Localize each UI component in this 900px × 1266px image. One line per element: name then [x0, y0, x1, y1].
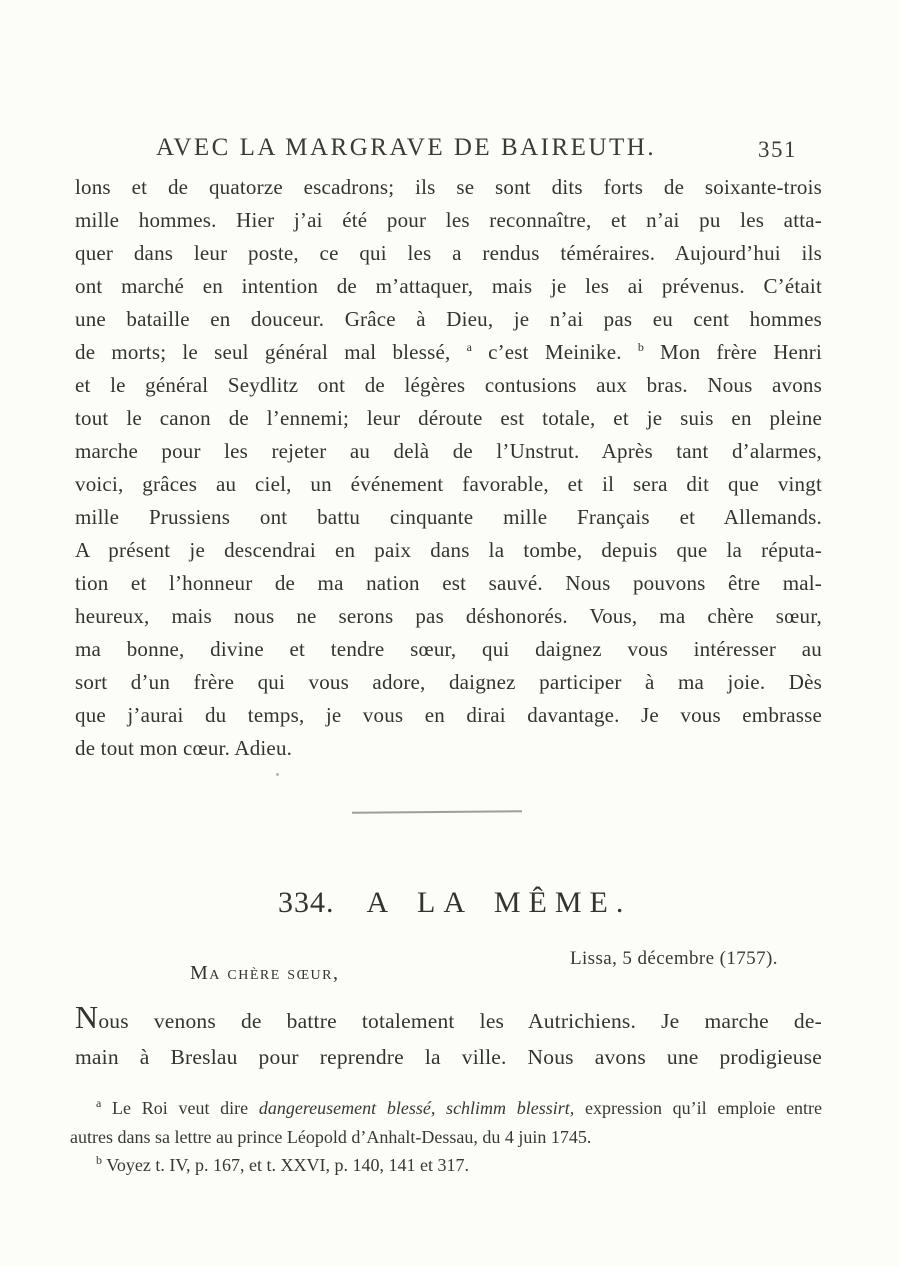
text-line: main à Breslau pour reprendre la ville. Nous avons une prodigieuse: [75, 1045, 822, 1069]
salutation: Ma chère sœur,: [190, 962, 340, 984]
text-line: tout le canon de l’ennemi; leur déroute est totale, et je suis en pleine: [75, 406, 822, 430]
text-line: quer dans leur poste, ce qui les a rendus téméraires. Aujourd’hui ils: [75, 241, 822, 265]
letter-333-body: [75, 171, 822, 765]
drop-initial: N: [75, 999, 99, 1035]
text-run: ous venons de battre totalement les Autrichiens. Je marche de-: [98, 1009, 822, 1033]
text-line: [75, 1001, 822, 1039]
footnote-a-marker: a: [96, 1096, 102, 1110]
text-run: Le Roi veut dire: [112, 1098, 249, 1118]
footnote-b: [70, 1151, 822, 1180]
dateline: Lissa, 5 décembre (1757).: [570, 948, 778, 969]
text-run: expression qu’il emploie entre: [584, 1098, 823, 1118]
text-line: ma bonne, divine et tendre sœur, qui daignez vous intéresser au: [75, 637, 822, 661]
letter-heading: [278, 886, 631, 920]
text-run: de morts; le seul général mal blessé,: [75, 340, 451, 364]
footnote-b-marker: b: [96, 1153, 102, 1167]
footnote-a-line2: autres dans sa lettre au prince Léopold d’Anhalt-Dessau, du 4 juin 1745.: [70, 1126, 592, 1147]
text-line: mille Prussiens ont battu cinquante mille Français et Allemands.: [75, 505, 822, 529]
text-run: Voyez t. IV, p. 167, et t. XXVI, p. 140, 141 et 317.: [106, 1155, 469, 1175]
text-line: que j’aurai du temps, je vous en dirai davantage. Je vous embrasse: [75, 703, 822, 727]
text-run: Mon frère Henri: [660, 340, 823, 364]
text-line: [75, 336, 822, 369]
text-run-italic: dangereusement blessé, schlimm blessirt,: [258, 1098, 575, 1118]
ink-speck: [276, 773, 279, 776]
text-line: tion et l’honneur de ma nation est sauvé. Nous pouvons être mal-: [75, 571, 822, 595]
running-head-title: AVEC LA MARGRAVE DE BAIREUTH.: [156, 134, 657, 161]
letter-number: 334.: [278, 886, 335, 919]
footnote-ref-a: a: [466, 340, 472, 354]
text-line: A présent je descendrai en paix dans la tombe, depuis que la réputa-: [75, 538, 822, 562]
text-run: c’est Meinike.: [488, 340, 622, 364]
text-line: ont marché en intention de m’attaquer, mais je les ai prévenus. C’était: [75, 274, 822, 298]
footnotes: [70, 1094, 822, 1180]
text-line: lons et de quatorze escadrons; ils se sont dits forts de soixante-trois: [75, 175, 822, 199]
text-line: de tout mon cœur. Adieu.: [75, 736, 293, 760]
footnote-ref-b: b: [637, 340, 644, 354]
text-line: mille hommes. Hier j’ai été pour les reconnaître, et n’ai pu les atta-: [75, 208, 822, 232]
text-line: voici, grâces au ciel, un événement favorable, et il sera dit que vingt: [75, 472, 822, 496]
letter-title: A LA MÊME.: [366, 886, 632, 919]
text-line: marche pour les rejeter au delà de l’Unstrut. Après tant d’alarmes,: [75, 439, 822, 463]
section-divider-rule: [352, 810, 522, 813]
page-number: 351: [758, 137, 797, 162]
text-line: sort d’un frère qui vous adore, daignez participer à ma joie. Dès: [75, 670, 822, 694]
text-line: une bataille en douceur. Grâce à Dieu, je n’ai pas eu cent hommes: [75, 307, 822, 331]
text-line: et le général Seydlitz ont de légères contusions aux bras. Nous avons: [75, 373, 822, 397]
footnote-a-line1: [70, 1094, 822, 1123]
letter-334-body: [75, 1001, 822, 1075]
text-line: heureux, mais nous ne serons pas déshonorés. Vous, ma chère sœur,: [75, 604, 822, 628]
